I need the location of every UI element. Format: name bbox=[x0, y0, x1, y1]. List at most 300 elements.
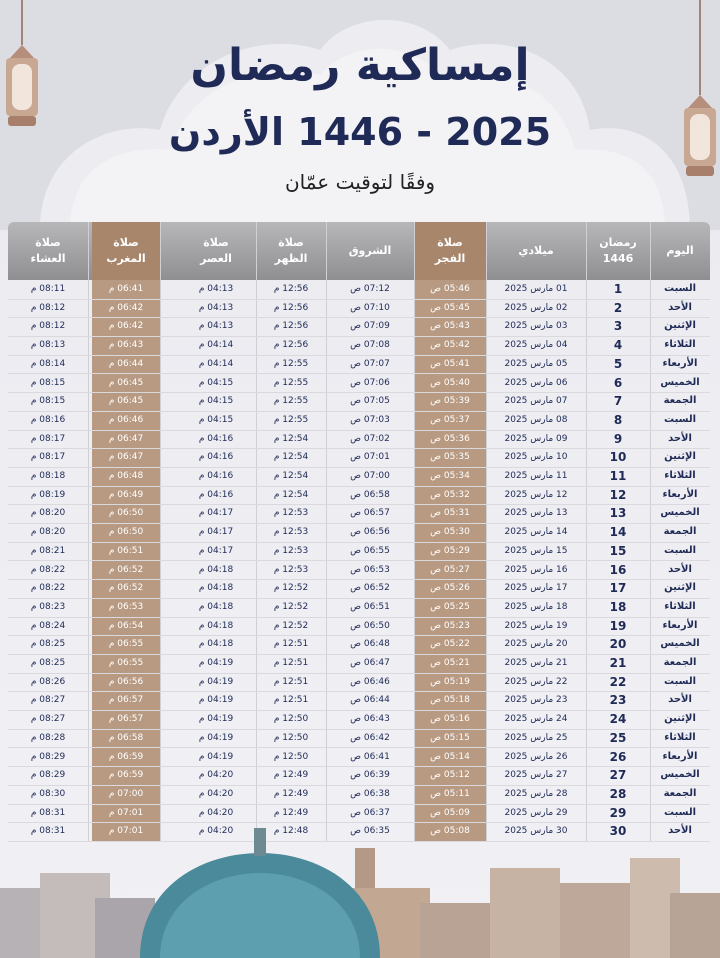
cell-asr: 04:18 م bbox=[198, 601, 234, 612]
cell-isha: 08:17 م bbox=[30, 433, 66, 444]
cell-maghrib: 06:43 م bbox=[108, 340, 144, 351]
cell-fajr: 05:12 ص bbox=[430, 770, 470, 781]
cell-dhuhr: 12:54 م bbox=[273, 433, 309, 444]
cell-fajr: 05:43 ص bbox=[430, 321, 470, 332]
cell-day: الأحد bbox=[668, 301, 692, 313]
cell-dhuhr: 12:55 م bbox=[273, 358, 309, 369]
cell-maghrib: 06:59 م bbox=[108, 770, 144, 781]
cell-day: الخميس bbox=[660, 638, 700, 650]
cell-gregorian: 19 مارس 2025 bbox=[504, 620, 568, 631]
cell-ramadan: 12 bbox=[609, 487, 627, 502]
cell-dhuhr: 12:51 م bbox=[273, 676, 309, 687]
cell-maghrib: 06:50 م bbox=[108, 508, 144, 519]
header-gregorian: ميلادي bbox=[518, 243, 554, 257]
cell-ramadan: 11 bbox=[609, 469, 627, 483]
cell-shuruq: 06:56 ص bbox=[350, 527, 390, 538]
table-row bbox=[8, 523, 710, 543]
cell-dhuhr: 12:55 م bbox=[273, 396, 309, 407]
cell-shuruq: 07:02 ص bbox=[350, 433, 390, 444]
cell-ramadan: 13 bbox=[609, 506, 627, 521]
cell-dhuhr: 12:56 م bbox=[273, 302, 309, 313]
cell-isha: 08:29 م bbox=[30, 770, 66, 781]
cell-isha: 08:27 م bbox=[30, 714, 66, 725]
cell-fajr: 05:32 ص bbox=[430, 489, 470, 500]
cell-shuruq: 06:47 ص bbox=[350, 658, 390, 668]
cell-fajr: 05:42 ص bbox=[430, 340, 470, 351]
cell-fajr: 05:23 ص bbox=[430, 620, 470, 631]
cell-maghrib: 06:52 م bbox=[108, 583, 144, 594]
cell-asr: 04:15 م bbox=[198, 414, 234, 425]
cell-day: الثلاثاء bbox=[664, 470, 696, 481]
cell-ramadan: 22 bbox=[609, 674, 627, 689]
cell-day: الأحد bbox=[668, 432, 692, 444]
cell-asr: 04:18 م bbox=[198, 639, 234, 650]
cell-isha: 08:28 م bbox=[30, 732, 66, 743]
cell-dhuhr: 12:51 م bbox=[273, 639, 309, 650]
cell-shuruq: 06:43 ص bbox=[350, 714, 390, 725]
cell-shuruq: 06:42 ص bbox=[350, 732, 390, 743]
cell-ramadan: 10 bbox=[609, 450, 627, 465]
cell-asr: 04:13 م bbox=[198, 284, 234, 294]
table-row bbox=[8, 598, 710, 618]
cell-dhuhr: 12:55 م bbox=[273, 414, 309, 425]
cell-day: الثلاثاء bbox=[664, 731, 696, 743]
cell-shuruq: 06:44 ص bbox=[350, 695, 390, 706]
cell-gregorian: 14 مارس 2025 bbox=[504, 527, 568, 538]
cell-gregorian: 26 مارس 2025 bbox=[504, 751, 568, 762]
cell-maghrib: 06:47 م bbox=[108, 433, 144, 444]
cell-maghrib: 06:56 م bbox=[108, 676, 144, 687]
cell-shuruq: 07:01 ص bbox=[350, 452, 390, 463]
cell-asr: 04:14 م bbox=[198, 340, 234, 351]
cell-gregorian: 11 مارس 2025 bbox=[504, 471, 568, 481]
cell-maghrib: 06:44 م bbox=[108, 358, 144, 369]
cell-day: السبت bbox=[663, 544, 697, 556]
page-title: إمساكية رمضان bbox=[190, 40, 530, 91]
cell-asr: 04:15 م bbox=[198, 396, 234, 407]
cell-gregorian: 28 مارس 2025 bbox=[504, 788, 568, 799]
cell-dhuhr: 12:49 م bbox=[273, 807, 309, 818]
table-row bbox=[8, 804, 710, 824]
cell-isha: 08:22 م bbox=[30, 583, 66, 594]
table-row bbox=[8, 467, 710, 487]
cell-gregorian: 17 مارس 2025 bbox=[504, 583, 568, 594]
cell-day: الإثنين bbox=[664, 451, 696, 463]
cell-gregorian: 13 مارس 2025 bbox=[504, 508, 568, 519]
cell-isha: 08:12 م bbox=[30, 302, 66, 313]
cell-gregorian: 05 مارس 2025 bbox=[504, 358, 568, 369]
cell-ramadan: 18 bbox=[609, 599, 627, 614]
cell-maghrib: 06:55 م bbox=[108, 639, 144, 650]
cell-maghrib: 06:41 م bbox=[108, 284, 144, 294]
cell-ramadan: 21 bbox=[609, 656, 627, 670]
table-row bbox=[8, 766, 710, 786]
cell-isha: 08:20 م bbox=[30, 527, 66, 538]
cell-dhuhr: 12:54 م bbox=[273, 489, 309, 500]
table-row bbox=[8, 748, 710, 768]
cell-isha: 08:16 م bbox=[30, 414, 66, 425]
cell-shuruq: 06:37 ص bbox=[350, 807, 390, 818]
cell-asr: 04:20 م bbox=[198, 826, 234, 837]
cell-ramadan: 26 bbox=[609, 749, 627, 764]
header-asr: صلاة العصر bbox=[200, 235, 232, 265]
cell-fajr: 05:31 ص bbox=[430, 508, 470, 519]
cell-day: الإثنين bbox=[664, 713, 696, 725]
cell-maghrib: 06:51 م bbox=[108, 545, 144, 556]
cell-isha: 08:26 م bbox=[30, 676, 66, 687]
cell-maghrib: 07:01 م bbox=[108, 826, 144, 837]
cell-fajr: 05:36 ص bbox=[430, 433, 470, 444]
cell-isha: 08:20 م bbox=[30, 508, 66, 519]
cell-isha: 08:30 م bbox=[30, 788, 66, 799]
cell-ramadan: 27 bbox=[609, 768, 627, 783]
page-title-year: 2025 - 1446 الأردن bbox=[168, 110, 552, 154]
cell-shuruq: 07:12 ص bbox=[350, 284, 390, 294]
cell-maghrib: 06:59 م bbox=[108, 751, 144, 762]
cell-isha: 08:24 م bbox=[30, 620, 66, 631]
cell-dhuhr: 12:52 م bbox=[273, 583, 309, 594]
cell-maghrib: 06:53 م bbox=[108, 601, 144, 612]
cell-shuruq: 07:08 ص bbox=[350, 340, 390, 351]
cell-dhuhr: 12:56 م bbox=[273, 321, 309, 332]
header-isha: صلاة العشاء bbox=[30, 235, 66, 265]
cell-fajr: 05:16 ص bbox=[430, 714, 470, 725]
cell-asr: 04:20 م bbox=[198, 807, 234, 818]
cell-day: الخميس bbox=[660, 507, 700, 519]
table-row bbox=[8, 448, 710, 468]
table-row bbox=[8, 729, 710, 749]
cell-ramadan: 30 bbox=[609, 824, 627, 839]
cell-fajr: 05:45 ص bbox=[430, 302, 470, 313]
cell-asr: 04:17 م bbox=[198, 545, 234, 556]
cell-day: السبت bbox=[663, 283, 697, 294]
cell-ramadan: 19 bbox=[609, 618, 627, 633]
cell-gregorian: 25 مارس 2025 bbox=[504, 732, 568, 743]
cell-fajr: 05:41 ص bbox=[430, 358, 470, 369]
cell-shuruq: 06:35 ص bbox=[350, 826, 390, 837]
cell-isha: 08:11 م bbox=[30, 284, 66, 294]
cell-isha: 08:15 م bbox=[30, 396, 66, 407]
cell-maghrib: 06:50 م bbox=[108, 527, 144, 538]
cell-dhuhr: 12:52 م bbox=[273, 620, 309, 631]
cell-maghrib: 06:45 م bbox=[108, 377, 144, 388]
cell-dhuhr: 12:53 م bbox=[273, 527, 309, 538]
table-row bbox=[8, 579, 710, 599]
cell-gregorian: 18 مارس 2025 bbox=[504, 601, 568, 612]
amman-skyline-image bbox=[0, 828, 720, 958]
cell-isha: 08:18 م bbox=[30, 471, 66, 481]
cell-gregorian: 15 مارس 2025 bbox=[504, 545, 568, 556]
table-row bbox=[8, 486, 710, 506]
cell-ramadan: 16 bbox=[609, 562, 627, 577]
table-row bbox=[8, 504, 710, 524]
cell-shuruq: 06:38 ص bbox=[350, 788, 390, 799]
cell-ramadan: 25 bbox=[609, 730, 627, 745]
cell-dhuhr: 12:48 م bbox=[273, 826, 309, 837]
table-row bbox=[8, 691, 710, 711]
cell-fajr: 05:19 ص bbox=[430, 676, 470, 687]
cell-shuruq: 07:05 ص bbox=[350, 396, 390, 407]
cell-gregorian: 24 مارس 2025 bbox=[504, 714, 568, 725]
cell-fajr: 05:21 ص bbox=[430, 658, 470, 668]
cell-isha: 08:25 م bbox=[30, 658, 66, 668]
cell-ramadan: 20 bbox=[609, 637, 627, 652]
cell-day: الأربعاء bbox=[662, 750, 698, 762]
cell-day: الأربعاء bbox=[662, 357, 698, 369]
cell-day: السبت bbox=[663, 806, 697, 818]
cell-asr: 04:19 م bbox=[198, 695, 234, 706]
cell-maghrib: 06:46 م bbox=[108, 414, 144, 425]
cell-maghrib: 06:48 م bbox=[108, 471, 144, 481]
cell-shuruq: 06:52 ص bbox=[350, 583, 390, 594]
cell-gregorian: 10 مارس 2025 bbox=[504, 452, 568, 463]
cell-day: السبت bbox=[663, 413, 697, 425]
cell-dhuhr: 12:51 م bbox=[273, 658, 309, 668]
header-maghrib: صلاة المغرب bbox=[106, 235, 146, 265]
cell-dhuhr: 12:50 م bbox=[273, 732, 309, 743]
cell-asr: 04:19 م bbox=[198, 732, 234, 743]
cell-day: الخميس bbox=[660, 769, 700, 781]
cell-isha: 08:19 م bbox=[30, 489, 66, 500]
cell-fajr: 05:37 ص bbox=[430, 414, 470, 425]
cell-asr: 04:16 م bbox=[198, 471, 234, 481]
cell-dhuhr: 12:54 م bbox=[273, 452, 309, 463]
table-row bbox=[8, 710, 710, 730]
cell-ramadan: 2 bbox=[613, 300, 623, 315]
table-row bbox=[8, 785, 710, 805]
cell-fajr: 05:22 ص bbox=[430, 639, 470, 650]
cell-gregorian: 04 مارس 2025 bbox=[504, 340, 568, 351]
cell-maghrib: 07:01 م bbox=[108, 807, 144, 818]
cell-gregorian: 29 مارس 2025 bbox=[504, 807, 568, 818]
cell-fajr: 05:11 ص bbox=[430, 788, 470, 799]
cell-gregorian: 20 مارس 2025 bbox=[504, 639, 568, 650]
cell-shuruq: 06:46 ص bbox=[350, 676, 390, 687]
cell-gregorian: 09 مارس 2025 bbox=[504, 433, 568, 444]
cell-gregorian: 27 مارس 2025 bbox=[504, 770, 568, 781]
cell-gregorian: 08 مارس 2025 bbox=[504, 414, 568, 425]
cell-maghrib: 06:49 م bbox=[108, 489, 144, 500]
cell-fajr: 05:39 ص bbox=[430, 396, 470, 407]
cell-maghrib: 06:45 م bbox=[108, 396, 144, 407]
table-row bbox=[8, 411, 710, 431]
cell-ramadan: 23 bbox=[609, 693, 627, 708]
cell-isha: 08:23 م bbox=[30, 601, 66, 612]
cell-maghrib: 06:57 م bbox=[108, 695, 144, 706]
cell-ramadan: 15 bbox=[609, 543, 627, 558]
cell-isha: 08:31 م bbox=[30, 807, 66, 818]
header-fajr: صلاة الفجر bbox=[434, 235, 466, 265]
cell-shuruq: 07:06 ص bbox=[350, 377, 390, 388]
cell-dhuhr: 12:52 م bbox=[273, 601, 309, 612]
timetable bbox=[8, 222, 710, 844]
cell-day: الجمعة bbox=[663, 657, 697, 668]
cell-asr: 04:19 م bbox=[198, 658, 234, 668]
cell-isha: 08:22 م bbox=[30, 564, 66, 575]
cell-gregorian: 03 مارس 2025 bbox=[504, 321, 568, 332]
table-row bbox=[8, 542, 710, 562]
cell-day: الأحد bbox=[668, 825, 692, 837]
cell-asr: 04:13 م bbox=[198, 302, 234, 313]
cell-asr: 04:15 م bbox=[198, 377, 234, 388]
cell-isha: 08:29 م bbox=[30, 751, 66, 762]
table-row bbox=[8, 673, 710, 693]
cell-shuruq: 07:10 ص bbox=[350, 302, 390, 313]
header-shuruq: الشروق bbox=[348, 243, 392, 257]
cell-maghrib: 06:47 م bbox=[108, 452, 144, 463]
cell-shuruq: 06:57 ص bbox=[350, 508, 390, 519]
cell-day: الإثنين bbox=[664, 320, 696, 332]
cell-gregorian: 30 مارس 2025 bbox=[504, 826, 568, 837]
cell-dhuhr: 12:51 م bbox=[273, 695, 309, 706]
cell-ramadan: 5 bbox=[613, 356, 623, 371]
cell-ramadan: 28 bbox=[609, 786, 627, 801]
cell-isha: 08:25 م bbox=[30, 639, 66, 650]
cell-day: الثلاثاء bbox=[664, 600, 696, 612]
cell-isha: 08:14 م bbox=[30, 358, 66, 369]
cell-dhuhr: 12:54 م bbox=[273, 471, 309, 481]
cell-day: الأربعاء bbox=[662, 619, 698, 631]
cell-day: الجمعة bbox=[663, 526, 697, 538]
cell-asr: 04:19 م bbox=[198, 714, 234, 725]
cell-fajr: 05:27 ص bbox=[430, 564, 470, 575]
cell-day: الجمعة bbox=[663, 787, 697, 799]
cell-day: الأحد bbox=[668, 694, 692, 706]
cell-asr: 04:14 م bbox=[198, 358, 234, 369]
cell-fajr: 05:25 ص bbox=[430, 601, 470, 612]
table-row bbox=[8, 635, 710, 655]
cell-ramadan: 8 bbox=[613, 412, 623, 427]
cell-maghrib: 06:55 م bbox=[108, 658, 144, 668]
cell-shuruq: 07:09 ص bbox=[350, 321, 390, 332]
cell-gregorian: 22 مارس 2025 bbox=[504, 676, 568, 687]
cell-maghrib: 06:42 م bbox=[108, 321, 144, 332]
cell-shuruq: 06:53 ص bbox=[350, 564, 390, 575]
cell-asr: 04:20 م bbox=[198, 770, 234, 781]
cell-fajr: 05:15 ص bbox=[430, 732, 470, 743]
cell-gregorian: 01 مارس 2025 bbox=[504, 284, 568, 294]
cell-dhuhr: 12:53 م bbox=[273, 508, 309, 519]
cell-asr: 04:16 م bbox=[198, 433, 234, 444]
table-row bbox=[8, 317, 710, 337]
cell-shuruq: 06:58 ص bbox=[350, 489, 390, 500]
cell-asr: 04:18 م bbox=[198, 583, 234, 594]
cell-fajr: 05:14 ص bbox=[430, 751, 470, 762]
cell-dhuhr: 12:56 م bbox=[273, 284, 309, 294]
table-row bbox=[8, 617, 710, 637]
cell-day: الثلاثاء bbox=[664, 339, 696, 351]
cell-dhuhr: 12:50 م bbox=[273, 751, 309, 762]
cell-gregorian: 23 مارس 2025 bbox=[504, 695, 568, 706]
cell-asr: 04:19 م bbox=[198, 676, 234, 687]
cell-isha: 08:27 م bbox=[30, 695, 66, 706]
cell-fajr: 05:26 ص bbox=[430, 583, 470, 594]
cell-day: الأحد bbox=[668, 563, 692, 575]
cell-shuruq: 06:55 ص bbox=[350, 545, 390, 556]
cell-dhuhr: 12:53 م bbox=[273, 564, 309, 575]
cell-gregorian: 12 مارس 2025 bbox=[504, 489, 568, 500]
cell-ramadan: 3 bbox=[613, 319, 623, 334]
cell-dhuhr: 12:56 م bbox=[273, 340, 309, 351]
cell-isha: 08:13 م bbox=[30, 340, 66, 351]
cell-maghrib: 06:52 م bbox=[108, 564, 144, 575]
page-subtitle: وفقًا لتوقيت عمّان bbox=[284, 170, 436, 194]
cell-fajr: 05:35 ص bbox=[430, 452, 470, 463]
cell-fajr: 05:34 ص bbox=[430, 471, 470, 481]
cell-dhuhr: 12:55 م bbox=[273, 377, 309, 388]
cell-shuruq: 07:03 ص bbox=[350, 414, 390, 425]
table-row bbox=[8, 392, 710, 412]
cell-ramadan: 14 bbox=[609, 525, 627, 540]
cell-isha: 08:31 م bbox=[30, 826, 66, 837]
cell-isha: 08:17 م bbox=[30, 452, 66, 463]
header-dhuhr: صلاة الظهر bbox=[274, 235, 308, 265]
table-row bbox=[8, 561, 710, 581]
cell-asr: 04:18 م bbox=[198, 564, 234, 575]
cell-maghrib: 06:57 م bbox=[108, 714, 144, 725]
table-row bbox=[8, 336, 710, 356]
cell-fajr: 05:09 ص bbox=[430, 807, 470, 818]
cell-gregorian: 02 مارس 2025 bbox=[504, 302, 568, 313]
cell-gregorian: 21 مارس 2025 bbox=[504, 658, 568, 668]
cell-asr: 04:17 م bbox=[198, 527, 234, 538]
cell-ramadan: 4 bbox=[613, 338, 623, 353]
cell-asr: 04:19 م bbox=[198, 751, 234, 762]
cell-shuruq: 06:50 ص bbox=[350, 620, 390, 631]
cell-fajr: 05:40 ص bbox=[430, 377, 470, 388]
cell-dhuhr: 12:49 م bbox=[273, 788, 309, 799]
header-day: اليوم bbox=[666, 243, 694, 257]
cell-shuruq: 06:51 ص bbox=[350, 601, 390, 612]
cell-shuruq: 07:00 ص bbox=[350, 471, 390, 481]
cell-asr: 04:17 م bbox=[198, 508, 234, 519]
table-row bbox=[8, 280, 710, 300]
cell-ramadan: 1 bbox=[613, 282, 623, 296]
cell-gregorian: 16 مارس 2025 bbox=[504, 564, 568, 575]
cell-dhuhr: 12:53 م bbox=[273, 545, 309, 556]
table-row bbox=[8, 430, 710, 450]
header-ramadan: رمضان 1446 bbox=[599, 235, 637, 265]
cell-shuruq: 07:07 ص bbox=[350, 358, 390, 369]
cell-fajr: 05:46 ص bbox=[430, 284, 470, 294]
cell-asr: 04:16 م bbox=[198, 489, 234, 500]
cell-ramadan: 6 bbox=[613, 375, 623, 390]
cell-fajr: 05:08 ص bbox=[430, 826, 470, 837]
cell-asr: 04:18 م bbox=[198, 620, 234, 631]
cell-dhuhr: 12:50 م bbox=[273, 714, 309, 725]
lantern-right-icon bbox=[678, 0, 720, 190]
cell-isha: 08:12 م bbox=[30, 321, 66, 332]
cell-ramadan: 24 bbox=[609, 712, 627, 727]
table-row bbox=[8, 299, 710, 319]
cell-fajr: 05:30 ص bbox=[430, 527, 470, 538]
cell-maghrib: 06:54 م bbox=[108, 620, 144, 631]
cell-ramadan: 7 bbox=[613, 394, 623, 409]
cell-day: الإثنين bbox=[664, 582, 696, 594]
cell-isha: 08:15 م bbox=[30, 377, 66, 388]
cell-day: السبت bbox=[663, 675, 697, 687]
cell-ramadan: 17 bbox=[609, 581, 627, 596]
cell-asr: 04:13 م bbox=[198, 321, 234, 332]
cell-ramadan: 29 bbox=[609, 805, 627, 820]
cell-ramadan: 9 bbox=[613, 431, 623, 446]
cell-shuruq: 06:48 ص bbox=[350, 639, 390, 650]
cell-fajr: 05:18 ص bbox=[430, 695, 470, 706]
cell-asr: 04:20 م bbox=[198, 788, 234, 799]
cell-gregorian: 06 مارس 2025 bbox=[504, 377, 568, 388]
cell-fajr: 05:29 ص bbox=[430, 545, 470, 556]
table-row bbox=[8, 654, 710, 674]
